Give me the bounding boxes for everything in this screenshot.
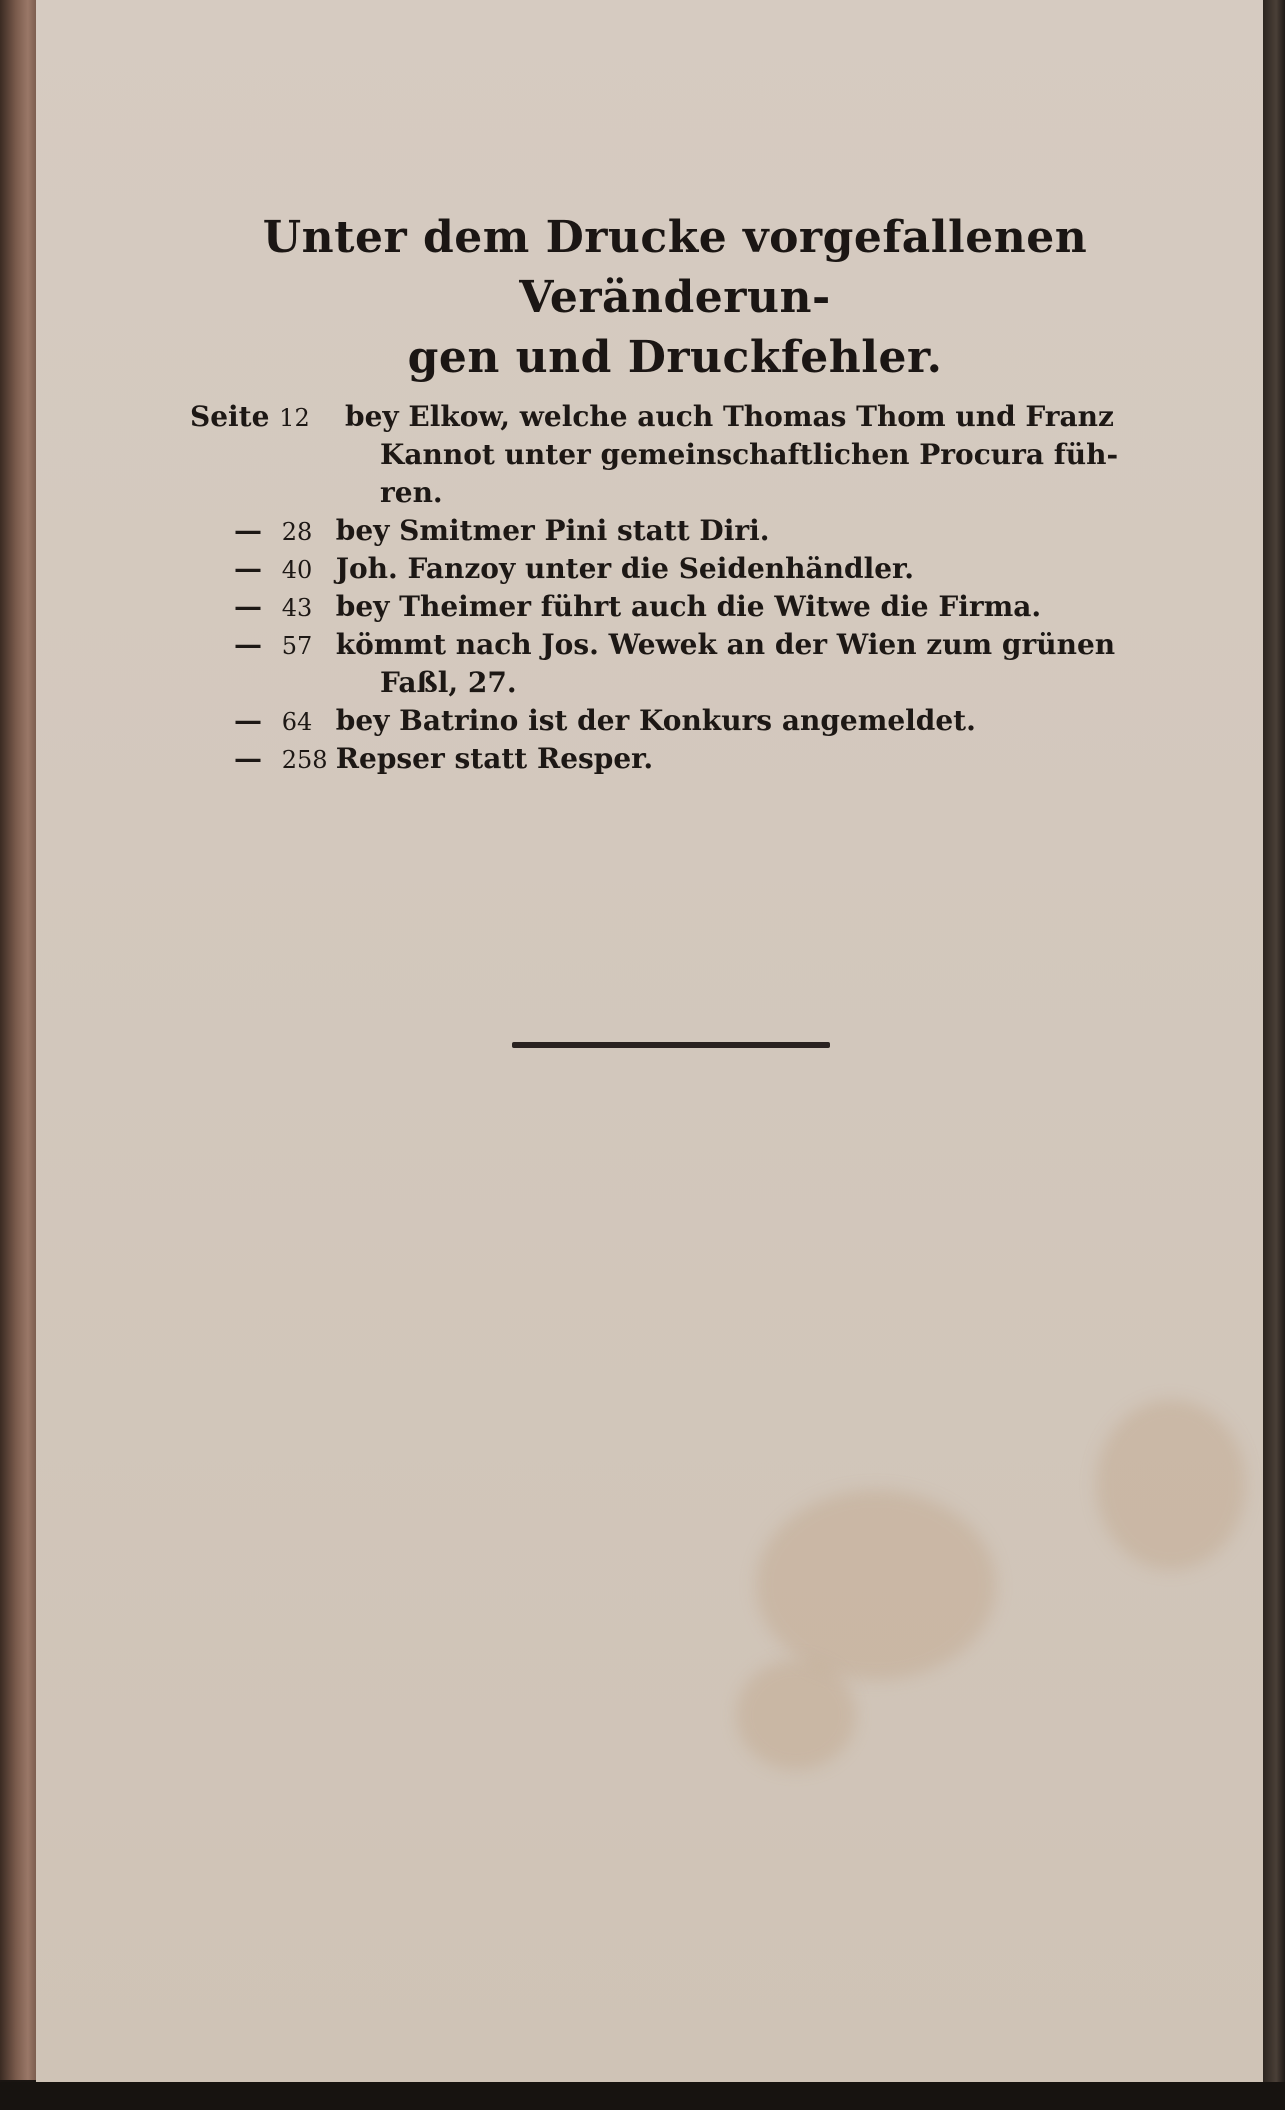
errata-item: [224, 512, 769, 551]
errata-continuation: ren.: [380, 476, 443, 509]
errata-page: 12: [279, 404, 310, 432]
errata-text: bey Theimer führt auch die Witwe die Firma.: [335, 590, 1042, 623]
bottom-edge: [0, 2082, 1285, 2110]
right-page-edge: [1263, 0, 1285, 2110]
errata-page: 28: [281, 518, 313, 546]
errata-continuation: Kannot unter gemeinschaftlichen Procura füh-: [380, 438, 1119, 471]
errata-item: [224, 702, 976, 741]
errata-text: bey Elkow, welche auch Thomas Thom und Franz: [345, 400, 1114, 433]
section-divider-rule: [512, 1042, 830, 1048]
paper-stain: [756, 1490, 996, 1680]
errata-page: 40: [281, 556, 313, 584]
errata-page: 64: [281, 708, 313, 736]
page-title: [190, 208, 1160, 388]
errata-marker: —: [234, 590, 262, 623]
errata-text: Repser statt Resper.: [335, 742, 654, 775]
errata-item: [224, 740, 653, 779]
book-spine-edge: [0, 0, 40, 2080]
title-line-1: Unter dem Drucke vorgefallenen Veränderun-: [262, 212, 1088, 323]
errata-continuation: Faßl, 27.: [380, 666, 517, 699]
errata-marker: —: [234, 552, 262, 585]
errata-text: bey Batrino ist der Konkurs angemeldet.: [335, 704, 976, 737]
errata-marker: —: [234, 742, 262, 775]
errata-text: bey Smitmer Pini statt Diri.: [335, 514, 770, 547]
errata-page: 43: [281, 594, 313, 622]
errata-item: [224, 588, 1041, 627]
errata-text: Joh. Fanzoy unter die Seidenhändler.: [335, 552, 914, 585]
errata-marker: —: [234, 704, 262, 737]
paper-stain: [1096, 1400, 1246, 1570]
errata-page: 258: [281, 746, 328, 774]
errata-marker: —: [234, 628, 262, 661]
errata-item: [190, 398, 1114, 437]
errata-marker: Seite: [190, 400, 270, 433]
errata-item: [224, 550, 914, 589]
errata-page: 57: [281, 632, 313, 660]
errata-text: kömmt nach Jos. Wewek an der Wien zum grünen: [335, 628, 1116, 661]
errata-marker: —: [234, 514, 262, 547]
title-line-2: gen und Druckfehler.: [407, 332, 943, 383]
errata-item: [224, 626, 1115, 665]
paper-stain: [736, 1660, 856, 1770]
